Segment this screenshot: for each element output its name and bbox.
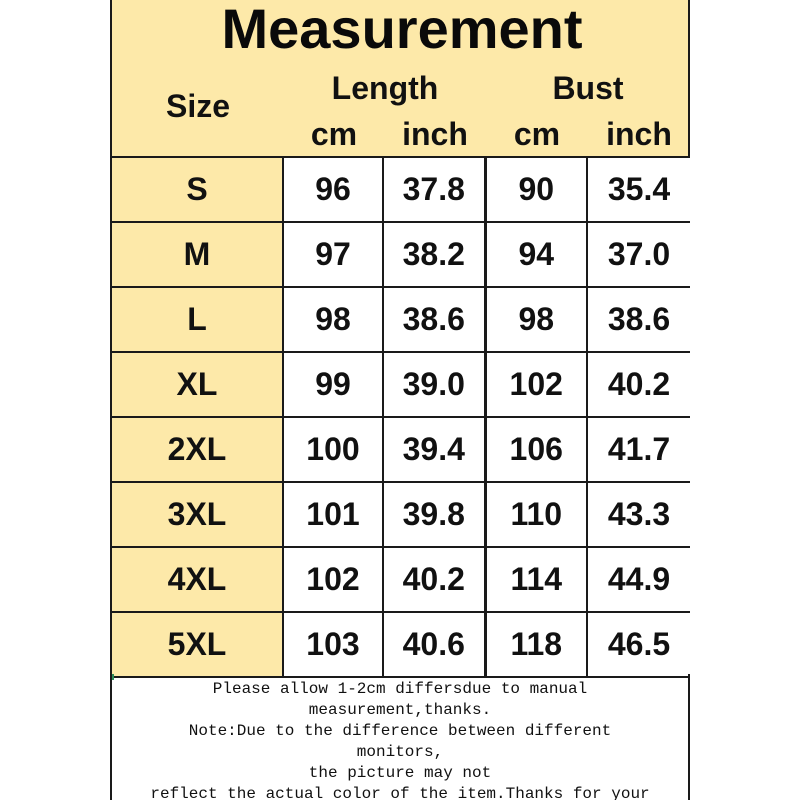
length-cm-unit: cm bbox=[310, 116, 358, 152]
bust-inch-cell: 46.5 bbox=[587, 612, 690, 677]
length-inch-cell: 38.6 bbox=[383, 287, 485, 352]
length-inch-cell: 39.0 bbox=[383, 352, 485, 417]
chart-header bbox=[110, 0, 690, 156]
bust-inch-cell: 38.6 bbox=[587, 287, 690, 352]
length-cm-cell: 97 bbox=[283, 222, 383, 287]
size-cell: 4XL bbox=[111, 547, 283, 612]
bust-cm-cell: 98 bbox=[485, 287, 587, 352]
length-inch-cell: 39.8 bbox=[383, 482, 485, 547]
length-inch-cell: 40.6 bbox=[383, 612, 485, 677]
length-inch-unit: inch bbox=[402, 116, 468, 152]
length-inch-cell: 37.8 bbox=[383, 157, 485, 222]
length-inch-cell: 40.2 bbox=[383, 547, 485, 612]
bust-inch-cell: 37.0 bbox=[587, 222, 690, 287]
size-cell: 5XL bbox=[111, 612, 283, 677]
size-cell: S bbox=[111, 157, 283, 222]
length-cm-cell: 102 bbox=[283, 547, 383, 612]
size-cell: L bbox=[111, 287, 283, 352]
disclaimer-note bbox=[110, 674, 690, 800]
length-cm-cell: 96 bbox=[283, 157, 383, 222]
size-column-label: Size bbox=[165, 88, 231, 124]
measurement-table bbox=[110, 156, 690, 678]
size-chart bbox=[110, 0, 690, 800]
length-cm-cell: 99 bbox=[283, 352, 383, 417]
length-inch-cell: 39.4 bbox=[383, 417, 485, 482]
bust-inch-cell: 35.4 bbox=[587, 157, 690, 222]
note-line: measurement,thanks. bbox=[308, 701, 492, 719]
chart-title: Measurement bbox=[221, 0, 583, 60]
bust-label: Bust bbox=[552, 70, 624, 106]
bust-inch-cell: 40.2 bbox=[587, 352, 690, 417]
note-line: Please allow 1-2cm differsdue to manual bbox=[212, 680, 588, 698]
note-line: reflect the actual color of the item.Thanks for your bbox=[150, 785, 650, 800]
length-cm-cell: 100 bbox=[283, 417, 383, 482]
table-row bbox=[111, 157, 690, 222]
table-row bbox=[111, 222, 690, 287]
length-cm-cell: 103 bbox=[283, 612, 383, 677]
bust-cm-unit: cm bbox=[513, 116, 561, 152]
bust-inch-unit: inch bbox=[606, 116, 672, 152]
table-row bbox=[111, 352, 690, 417]
size-cell: XL bbox=[111, 352, 283, 417]
bust-inch-cell: 43.3 bbox=[587, 482, 690, 547]
bust-cm-cell: 114 bbox=[485, 547, 587, 612]
note-line: monitors, bbox=[356, 743, 444, 761]
table-row bbox=[111, 482, 690, 547]
table-row bbox=[111, 417, 690, 482]
table-row bbox=[111, 287, 690, 352]
bust-cm-cell: 106 bbox=[485, 417, 587, 482]
length-label: Length bbox=[331, 70, 439, 106]
table-row bbox=[111, 547, 690, 612]
bust-inch-cell: 44.9 bbox=[587, 547, 690, 612]
length-cm-cell: 98 bbox=[283, 287, 383, 352]
note-line: the picture may not bbox=[308, 764, 492, 782]
note-line: Note:Due to the difference between different bbox=[188, 722, 612, 740]
length-cm-cell: 101 bbox=[283, 482, 383, 547]
bust-cm-cell: 102 bbox=[485, 352, 587, 417]
bust-cm-cell: 118 bbox=[485, 612, 587, 677]
bust-cm-cell: 110 bbox=[485, 482, 587, 547]
length-inch-cell: 38.2 bbox=[383, 222, 485, 287]
size-cell: 2XL bbox=[111, 417, 283, 482]
bust-cm-cell: 94 bbox=[485, 222, 587, 287]
size-cell: 3XL bbox=[111, 482, 283, 547]
bust-cm-cell: 90 bbox=[485, 157, 587, 222]
bust-inch-cell: 41.7 bbox=[587, 417, 690, 482]
table-row bbox=[111, 612, 690, 677]
size-cell: M bbox=[111, 222, 283, 287]
